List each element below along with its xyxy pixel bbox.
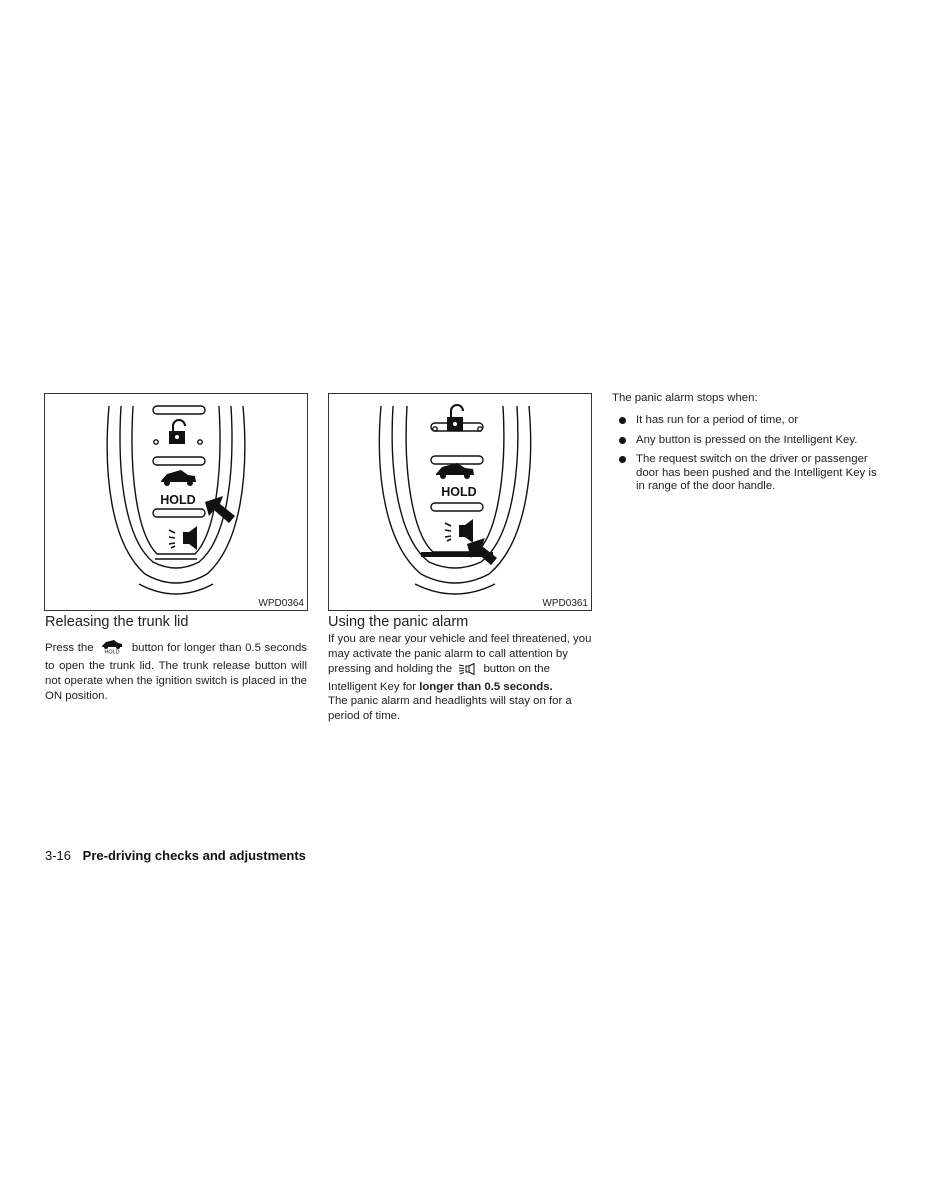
list-item: Any button is pressed on the Intelligent Key. [612, 434, 878, 448]
panic-icon [445, 519, 473, 543]
section-heading-trunk: Releasing the trunk lid [45, 614, 189, 630]
unlock-icon [169, 420, 185, 444]
trunk-paragraph [45, 638, 307, 704]
trunk-text-before-icon: Press the [45, 642, 94, 654]
bullet-icon [619, 437, 626, 444]
hold-label: HOLD [441, 485, 477, 499]
list-item: It has run for a period of time, or [612, 414, 878, 428]
panic-paragraph-2: The panic alarm and headlights will stay on for a period of time. [328, 695, 572, 722]
panic-text-before-icon: If you are near your vehicle and feel threatened, you may activate the panic alarm to call attention by pressing and holding the [328, 633, 592, 675]
bullet-icon [619, 456, 626, 463]
list-item: The request switch on the driver or passenger door has been pushed and the Intelligent Key is in range of the door handle. [612, 453, 878, 494]
pointer-arrow [205, 496, 235, 523]
hold-label: HOLD [160, 493, 196, 507]
figure-code: WPD0364 [258, 598, 304, 609]
figure-trunk-key [44, 393, 308, 611]
panic-duration-emphasis: longer than 0.5 seconds. [419, 681, 553, 693]
panic-paragraph-1 [328, 632, 592, 695]
figure-code: WPD0361 [542, 598, 588, 609]
svg-text:HOLD: HOLD [104, 649, 120, 654]
section-heading-panic: Using the panic alarm [328, 614, 469, 630]
trunk-text-after-icon: button for longer than 0.5 seconds to open the trunk lid. The trunk release button will not operate when the ignition switch is placed in the ON position. [45, 642, 307, 702]
unlock-icon [447, 405, 463, 431]
panic-icon [169, 526, 197, 550]
key-fob-illustration [45, 394, 307, 610]
bullet-icon [619, 417, 626, 424]
panic-alarm-icon [458, 663, 476, 680]
panic-stops-intro: The panic alarm stops when: [612, 392, 758, 404]
panic-stops-list [612, 414, 878, 500]
section-title: Pre-driving checks and adjustments [82, 848, 306, 863]
key-fob-illustration [329, 394, 591, 610]
panic-text-after-icon: button on the Intelligent Key for [328, 663, 550, 693]
car-trunk-icon [436, 463, 474, 479]
car-hold-icon [100, 638, 124, 659]
figure-panic-key [328, 393, 592, 611]
car-trunk-icon [161, 470, 196, 486]
page-number: 3-16 [45, 848, 72, 863]
page-footer [45, 848, 306, 863]
